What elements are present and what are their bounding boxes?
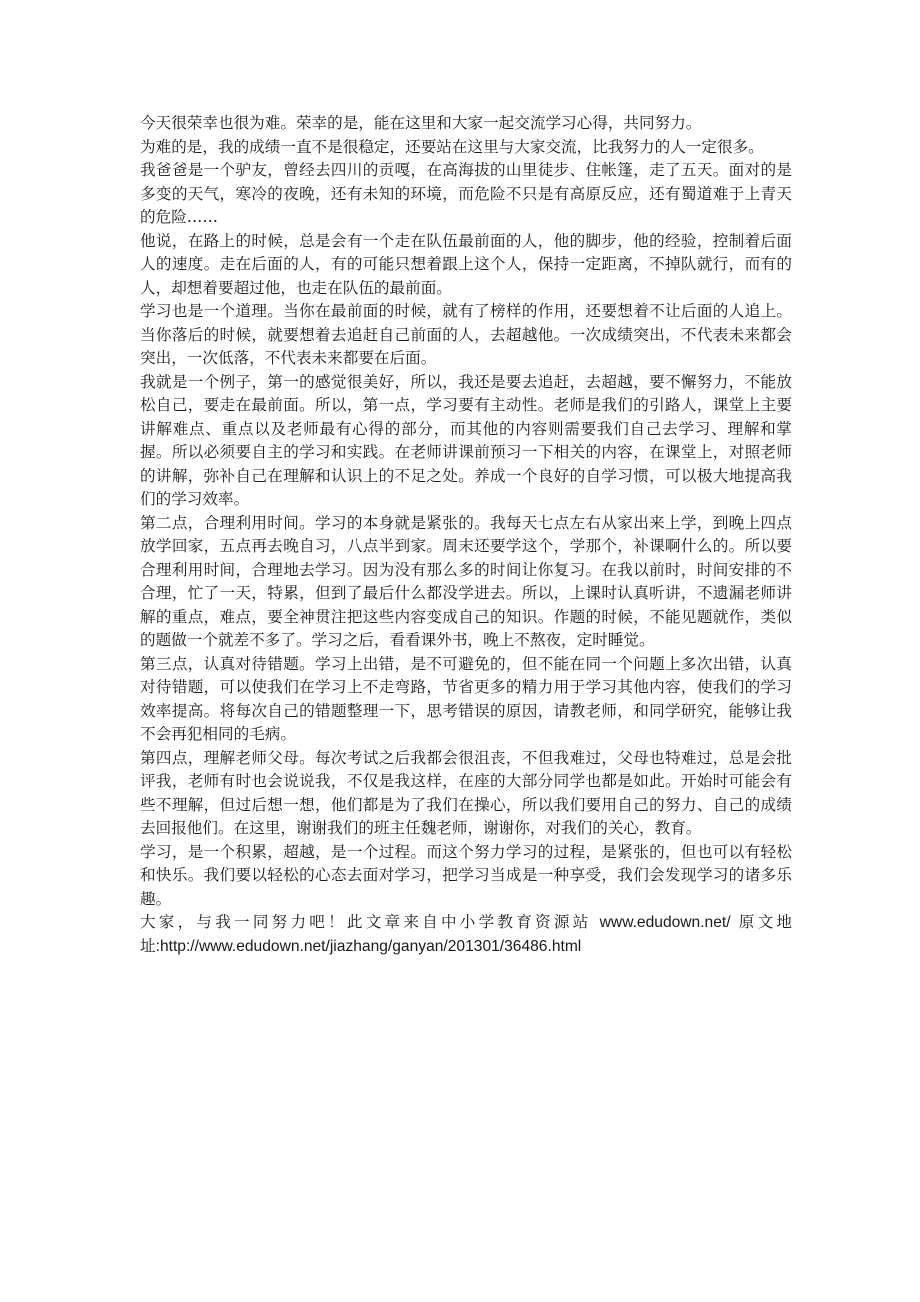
paragraph-point-four: 第四点，理解老师父母。每次考试之后我都会很沮丧，不但我难过，父母也特难过，总是会批评我，老师有时也会说说我，不仅是我这样，在座的大部分同学也都是如此。开始时可能会有些不理解，但过后想一想，他们都是为了我们在操心，所以我们要用自己的努力、自己的成绩去回报他们。在这里，谢谢我们的班主任魏老师，谢谢你，对我们的关心，教育。 [140,748,792,837]
footer-lead: 大家，与我一同努力吧！此文章来自中小学教育资源站 [140,913,592,931]
footer-source-label: 原文地 [738,913,792,931]
paragraph-point-two: 第二点，合理利用时间。学习的本身就是紧张的。我每天七点左右从家出来上学，到晚上四点放学回家，五点再去晚自习，八点半到家。周末还要学这个，学那个，补课啊什么的。所以要合理利用时间，合理地去学习。因为没有那么多的时间让你复习。在我以前时，时间安排的不合理，忙了一天，特累，但到了最后什么都没学进去。所以，上课时认真听讲，不遗漏老师讲解的重点，难点，要全神贯注把这些内容变成自己的知识。作题的时候，不能见题就作，类似的题做一个就差不多了。学习之后，看看课外书，晚上不熬夜，定时睡觉。 [140,513,792,649]
paragraph-team-leader: 他说，在路上的时候，总是会有一个走在队伍最前面的人，他的脚步，他的经验，控制着后面人的速度。走在后面的人，有的可能只想着跟上这个人，保持一定距离，不掉队就行，而有的人，却想着要超过他，也走在队伍的最前面。 [140,231,792,297]
paragraph-point-one: 我就是一个例子，第一的感觉很美好，所以，我还是要去追赶，去超越，要不懈努力，不能放松自己，要走在最前面。所以，第一点，学习要有主动性。老师是我们的引路人，课堂上主要讲解难点、重点以及老师最有心得的部分，而其他的内容则需要我们自己去学习、理解和掌握。所以必须要自主的学习和实践。在老师讲课前预习一下相关的内容，在课堂上，对照老师的讲解，弥补自己在理解和认识上的不足之处。养成一个良好的自学习惯，可以极大地提高我们的学习效率。 [140,372,792,508]
paragraph-point-three: 第三点，认真对待错题。学习上出错，是不可避免的，但不能在同一个问题上多次出错，认真对待错题，可以使我们在学习上不走弯路，节省更多的精力用于学习其他内容，使我们的学习效率提高。将每次自己的错题整理一下，思考错误的原因，请教老师，和同学研究，能够让我不会再犯相同的毛病。 [140,654,792,743]
paragraph-intro: 今天很荣幸也很为难。荣幸的是，能在这里和大家一起交流学习心得，共同努力。 [140,114,702,132]
footer-source-url-line [140,935,792,959]
paragraph-learning-principle: 学习也是一个道理。当你在最前面的时候，就有了榜样的作用，还要想着不让后面的人追上。当你落后的时候，就要想着去追赶自己前面的人，去超越他。一次成绩突出，不代表未来都会突出，一次低落，不代表未来都要在后面。 [140,302,792,367]
paragraph-father-trek: 我爸爸是一个驴友，曾经去四川的贡嘎，在高海拔的山里徒步、住帐篷，走了五天。面对的是多变的天气，寒冷的夜晚，还有未知的环境，而危险不只是有高原反应，还有蜀道难于上青天的危险…… [140,161,792,226]
paragraph-conclusion: 学习，是一个积累，超越，是一个过程。而这个努力学习的过程，是紧张的，但也可以有轻松和快乐。我们要以轻松的心态去面对学习，把学习当成是一种享受，我们会发现学习的诸多乐趣。 [140,842,792,908]
footer-source-line [140,911,792,935]
document-body [140,112,792,958]
footer-source-label-cont: 址: [140,937,160,955]
paragraph-difficulty: 为难的是，我的成绩一直不是很稳定，还要站在这里与大家交流，比我努力的人一定很多。 [140,137,764,156]
footer-source-url[interactable]: http://www.edudown.net/jiazhang/ganyan/201301/36486.html [159,937,582,955]
footer-site-link[interactable]: www.edudown.net/ [599,914,731,931]
